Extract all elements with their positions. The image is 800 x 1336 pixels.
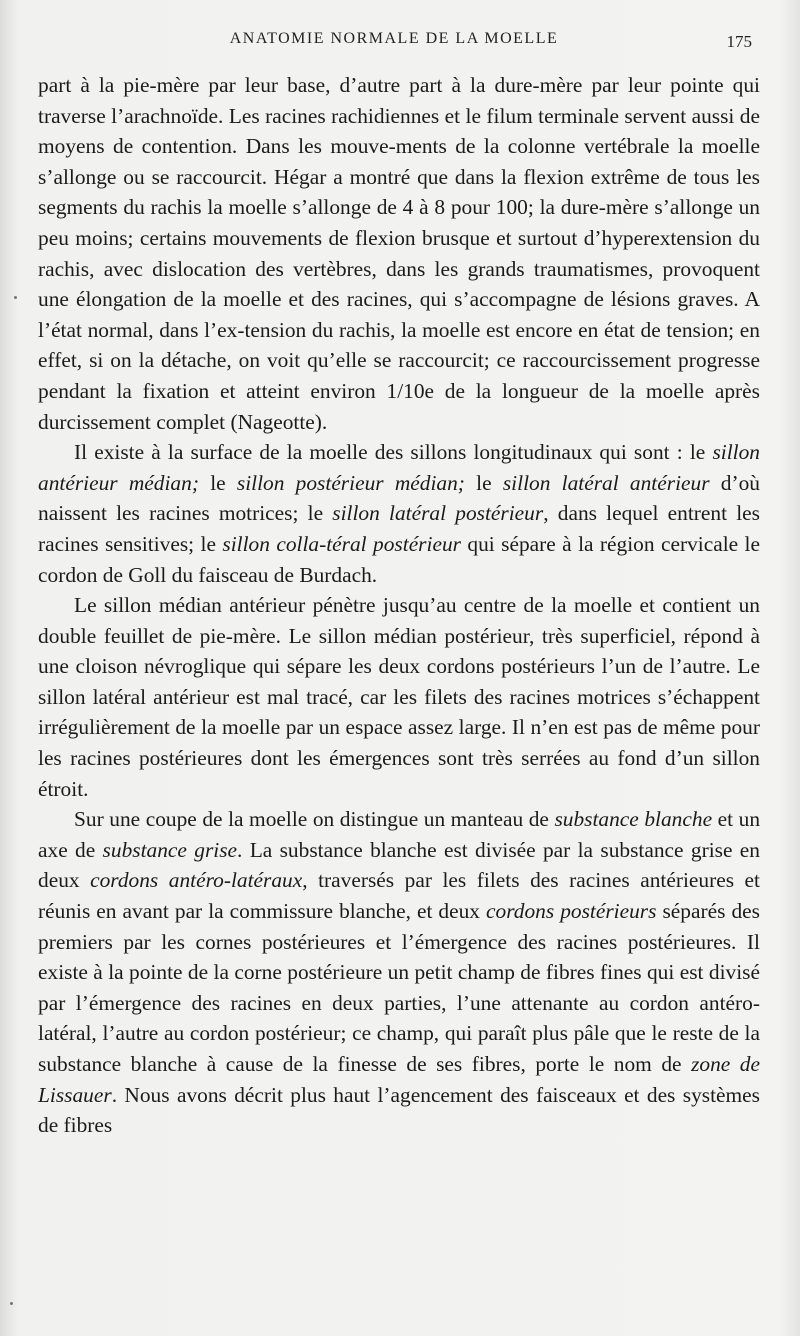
paragraph	[38, 804, 760, 1141]
print-speck	[10, 1302, 13, 1305]
text-run: Sur une coupe de la moelle on distingue un manteau de	[74, 807, 555, 832]
text-run: séparés des premiers par les cornes postérieures et l’émergence des racines postérieures. Il existe à la pointe de la corne postérieure un petit champ de fibres fines qui est divisé par l’émergence des racines en deux parties, l’une attenante au cordon antéro-latéral, l’autre au cordon postérieur; ce champ, qui paraît plus pâle que le reste de la substance blanche à cause de la finesse de ses fibres, porte le nom de	[38, 899, 760, 1076]
italic-term: sillon postérieur médian;	[236, 470, 465, 495]
running-title: ANATOMIE NORMALE DE LA MOELLE	[229, 30, 559, 47]
text-run: , traversés par les filets des racines antérieures et réunis en avant par la commissure blanche, et deux	[38, 868, 760, 924]
text-run: le	[464, 470, 503, 495]
text-run: . Nous avons décrit plus haut l’agencement des faisceaux et des systèmes de fibres	[38, 1082, 760, 1138]
text-run: le	[198, 470, 237, 495]
text-run: d’où naissent les racines motrices; le	[38, 470, 760, 526]
italic-term: zone de Lissauer	[38, 1052, 760, 1107]
print-speck	[14, 296, 17, 299]
text-run: . La substance blanche est divisée par la substance grise en deux	[38, 837, 760, 893]
body-text	[38, 70, 760, 1141]
italic-term: sillon latéral postérieur	[332, 501, 544, 526]
text-run: , dans lequel entrent les racines sensitives; le	[38, 501, 760, 556]
paragraph	[38, 70, 760, 437]
italic-term: sillon antérieur médian;	[38, 440, 760, 495]
page-number: 175	[726, 32, 752, 51]
italic-term: cordons antéro-latéraux	[90, 868, 303, 893]
italic-term: sillon latéral antérieur	[502, 470, 710, 495]
text-run: qui sépare à la région cervicale le cordon de Goll du faisceau de Burdach.	[38, 531, 760, 587]
text-run: part à la pie-mère par leur base, d’autre part à la dure-mère par leur pointe qui traverse l’arachnoïde. Les racines rachidiennes et le filum terminale servent aussi de moyens de contention. Dans les mouve-ments de la colonne vertébrale la moelle s’allonge ou se raccourcit. Hégar a montré que dans la flexion extrême de tous les segments du rachis la moelle s’allonge de 4 à 8 pour 100; la dure-mère s’allonge un peu moins; certains mouvements de flexion brusque et surtout d’hyperextension du rachis, avec dislocation des vertèbres, dans les grands traumatismes, provoquent une élongation de la moelle et des racines, qui s’accompagne de lésions graves. A l’état normal, dans l’ex-tension du rachis, la moelle est encore en état de tension; en effet, si on la détache, on voit qu’elle se raccourcit; ce raccourcissement progresse pendant la fixation et atteint environ 1/10e de la longueur de la moelle après durcissement complet (Nageotte).	[38, 73, 760, 434]
italic-term: substance grise	[102, 837, 238, 862]
italic-term: sillon colla-téral postérieur	[222, 531, 461, 556]
text-run: Le sillon médian antérieur pénètre jusqu’au centre de la moelle et contient un double feuillet de pie-mère. Le sillon médian postérieur, très superficiel, répond à une cloison névroglique qui sépare les deux cordons postérieurs l’un de l’autre. Le sillon latéral antérieur est mal tracé, car les filets des racines motrices s’échappent irrégulièrement de la moelle par un espace assez large. Il n’en est pas de même pour les racines postérieures dont les émergences sont très serrées au fond d’un sillon étroit.	[38, 593, 760, 801]
text-run: Il existe à la surface de la moelle des sillons longitudinaux qui sont : le	[74, 440, 713, 465]
text-run: et un axe de	[38, 807, 761, 862]
paragraph	[38, 437, 760, 590]
page-header	[36, 30, 752, 56]
italic-term: substance blanche	[554, 807, 713, 832]
italic-term: cordons postérieurs	[486, 899, 657, 924]
paragraph	[38, 590, 760, 804]
